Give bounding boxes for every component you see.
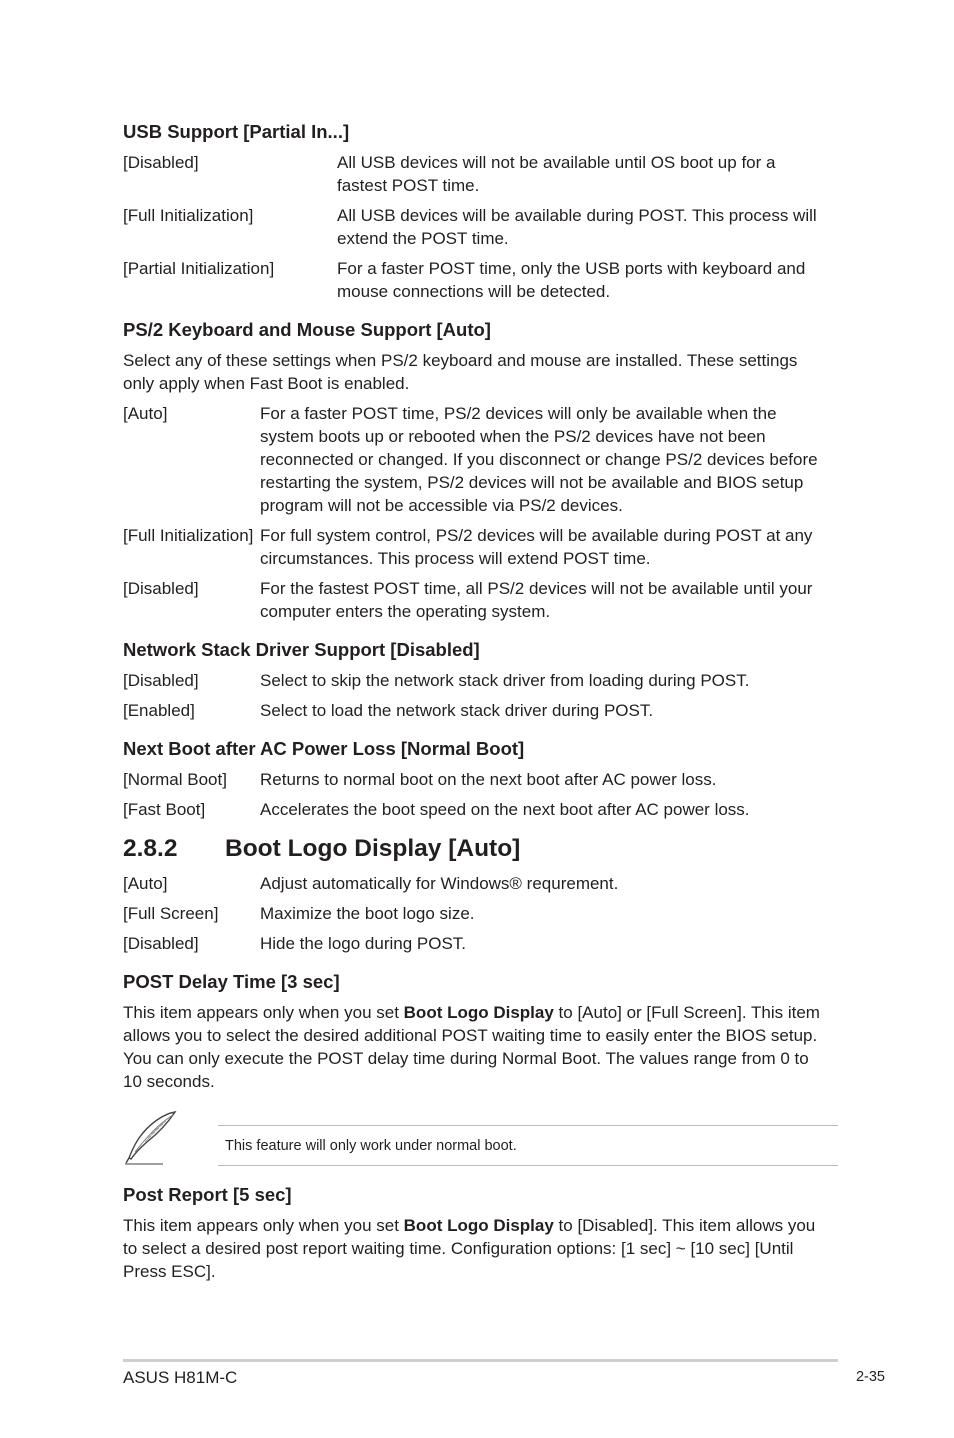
option-label: [Disabled] bbox=[123, 671, 199, 690]
desc-line: For a faster POST time, only the USB ports with keyboard and bbox=[337, 259, 806, 278]
desc-line: restarting the system, PS/2 devices will not be available and BIOS setup bbox=[260, 473, 804, 492]
post-delay-heading: POST Delay Time [3 sec] bbox=[123, 971, 340, 992]
option-description bbox=[337, 257, 835, 303]
post-report-section bbox=[123, 1183, 835, 1283]
note-bottom-rule bbox=[218, 1165, 838, 1166]
para-line bbox=[123, 1001, 835, 1024]
note-top-rule bbox=[218, 1125, 838, 1126]
para-text: This item appears only when you set bbox=[123, 1003, 404, 1022]
para-line: You can only execute the POST delay time during Normal Boot. The values range from 0 to bbox=[123, 1049, 809, 1068]
bootlogo-option-disabled bbox=[123, 932, 835, 955]
intro-line: only apply when Fast Boot is enabled. bbox=[123, 374, 410, 393]
usb-support-heading: USB Support [Partial In...] bbox=[123, 121, 350, 142]
desc-line: All USB devices will not be available until OS boot up for a bbox=[337, 153, 776, 172]
desc-line: computer enters the operating system. bbox=[260, 602, 551, 621]
desc-line: reconnected or changed. If you disconnect or change PS/2 devices before bbox=[260, 450, 818, 469]
desc-line: For a faster POST time, PS/2 devices will only be available when the bbox=[260, 404, 777, 423]
option-description bbox=[260, 577, 835, 623]
desc-line: circumstances. This process will extend POST time. bbox=[260, 549, 651, 568]
desc-line: For the fastest POST time, all PS/2 devices will not be available until your bbox=[260, 579, 813, 598]
post-report-paragraph bbox=[123, 1214, 835, 1283]
option-description: Maximize the boot logo size. bbox=[260, 904, 475, 923]
para-line bbox=[123, 1214, 835, 1237]
footer-rule bbox=[123, 1359, 838, 1362]
post-delay-paragraph bbox=[123, 1001, 835, 1093]
network-stack-heading: Network Stack Driver Support [Disabled] bbox=[123, 639, 480, 660]
para-text: to [Auto] or [Full Screen]. This item bbox=[553, 1003, 820, 1022]
usb-option-disabled bbox=[123, 151, 835, 197]
network-option-disabled bbox=[123, 669, 835, 692]
para-text: This item appears only when you set bbox=[123, 1216, 404, 1235]
option-label: [Full Screen] bbox=[123, 904, 219, 923]
nextboot-option-normal bbox=[123, 768, 835, 791]
desc-line: extend the POST time. bbox=[337, 229, 509, 248]
option-label: [Fast Boot] bbox=[123, 800, 206, 819]
para-line: allows you to select the desired additional POST waiting time to easily enter the BIOS setup. bbox=[123, 1026, 818, 1045]
desc-line: system boots up or rebooted when the PS/2 devices have not been bbox=[260, 427, 766, 446]
next-boot-heading: Next Boot after AC Power Loss [Normal Boot] bbox=[123, 738, 525, 759]
desc-line: mouse connections will be detected. bbox=[337, 282, 611, 301]
section-title: Boot Logo Display [Auto] bbox=[225, 835, 521, 862]
option-label: [Disabled] bbox=[123, 579, 199, 598]
page-number: 2-35 bbox=[855, 1369, 885, 1385]
nextboot-option-fast bbox=[123, 798, 835, 821]
document-body bbox=[123, 120, 835, 1093]
ps2-intro bbox=[123, 349, 835, 395]
option-label: [Disabled] bbox=[123, 934, 199, 953]
para-bold: Boot Logo Display bbox=[403, 1003, 554, 1022]
section-number: 2.8.2 bbox=[123, 835, 178, 862]
bootlogo-option-auto bbox=[123, 872, 835, 895]
note-box bbox=[123, 1108, 838, 1168]
boot-logo-section-heading bbox=[123, 834, 835, 864]
usb-option-partial-init bbox=[123, 257, 835, 303]
option-description: Accelerates the boot speed on the next boot after AC power loss. bbox=[260, 800, 750, 819]
para-text: to [Disabled]. This item allows you bbox=[553, 1216, 816, 1235]
desc-line: program will not be accessible via PS/2 devices. bbox=[260, 496, 623, 515]
option-description: Select to skip the network stack driver from loading during POST. bbox=[260, 671, 750, 690]
usb-option-full-init bbox=[123, 204, 835, 250]
intro-line: Select any of these settings when PS/2 keyboard and mouse are installed. These settings bbox=[123, 351, 798, 370]
option-label: [Normal Boot] bbox=[123, 770, 227, 789]
desc-line: For full system control, PS/2 devices will be available during POST at any bbox=[260, 526, 813, 545]
option-label: [Partial Initialization] bbox=[123, 259, 275, 278]
para-bold: Boot Logo Display bbox=[403, 1216, 554, 1235]
option-description: Adjust automatically for Windows® requrement. bbox=[260, 874, 619, 893]
option-label: [Enabled] bbox=[123, 701, 195, 720]
ps2-option-auto bbox=[123, 402, 835, 517]
option-description: Returns to normal boot on the next boot after AC power loss. bbox=[260, 770, 717, 789]
option-label: [Full Initialization] bbox=[123, 526, 254, 545]
para-line: to select a desired post report waiting time. Configuration options: [1 sec] ~ [10 sec] [Until bbox=[123, 1239, 794, 1258]
post-report-heading: Post Report [5 sec] bbox=[123, 1184, 292, 1205]
ps2-support-heading: PS/2 Keyboard and Mouse Support [Auto] bbox=[123, 319, 491, 340]
para-line: Press ESC]. bbox=[123, 1262, 216, 1281]
option-description bbox=[260, 524, 835, 570]
para-line: 10 seconds. bbox=[123, 1072, 215, 1091]
option-description: Hide the logo during POST. bbox=[260, 934, 467, 953]
option-description bbox=[337, 151, 835, 197]
desc-line: fastest POST time. bbox=[337, 176, 480, 195]
footer-product-name: ASUS H81M-C bbox=[123, 1368, 238, 1387]
bootlogo-option-full-screen bbox=[123, 902, 835, 925]
option-description bbox=[337, 204, 835, 250]
option-label: [Full Initialization] bbox=[123, 206, 254, 225]
option-label: [Disabled] bbox=[123, 153, 199, 172]
pen-icon bbox=[123, 1108, 181, 1166]
option-description: Select to load the network stack driver during POST. bbox=[260, 701, 654, 720]
ps2-option-disabled bbox=[123, 577, 835, 623]
ps2-option-full-init bbox=[123, 524, 835, 570]
option-description bbox=[260, 402, 835, 517]
desc-line: All USB devices will be available during POST. This process will bbox=[337, 206, 817, 225]
option-label: [Auto] bbox=[123, 874, 168, 893]
option-label: [Auto] bbox=[123, 404, 168, 423]
note-text: This feature will only work under normal boot. bbox=[225, 1138, 517, 1154]
network-option-enabled bbox=[123, 699, 835, 722]
